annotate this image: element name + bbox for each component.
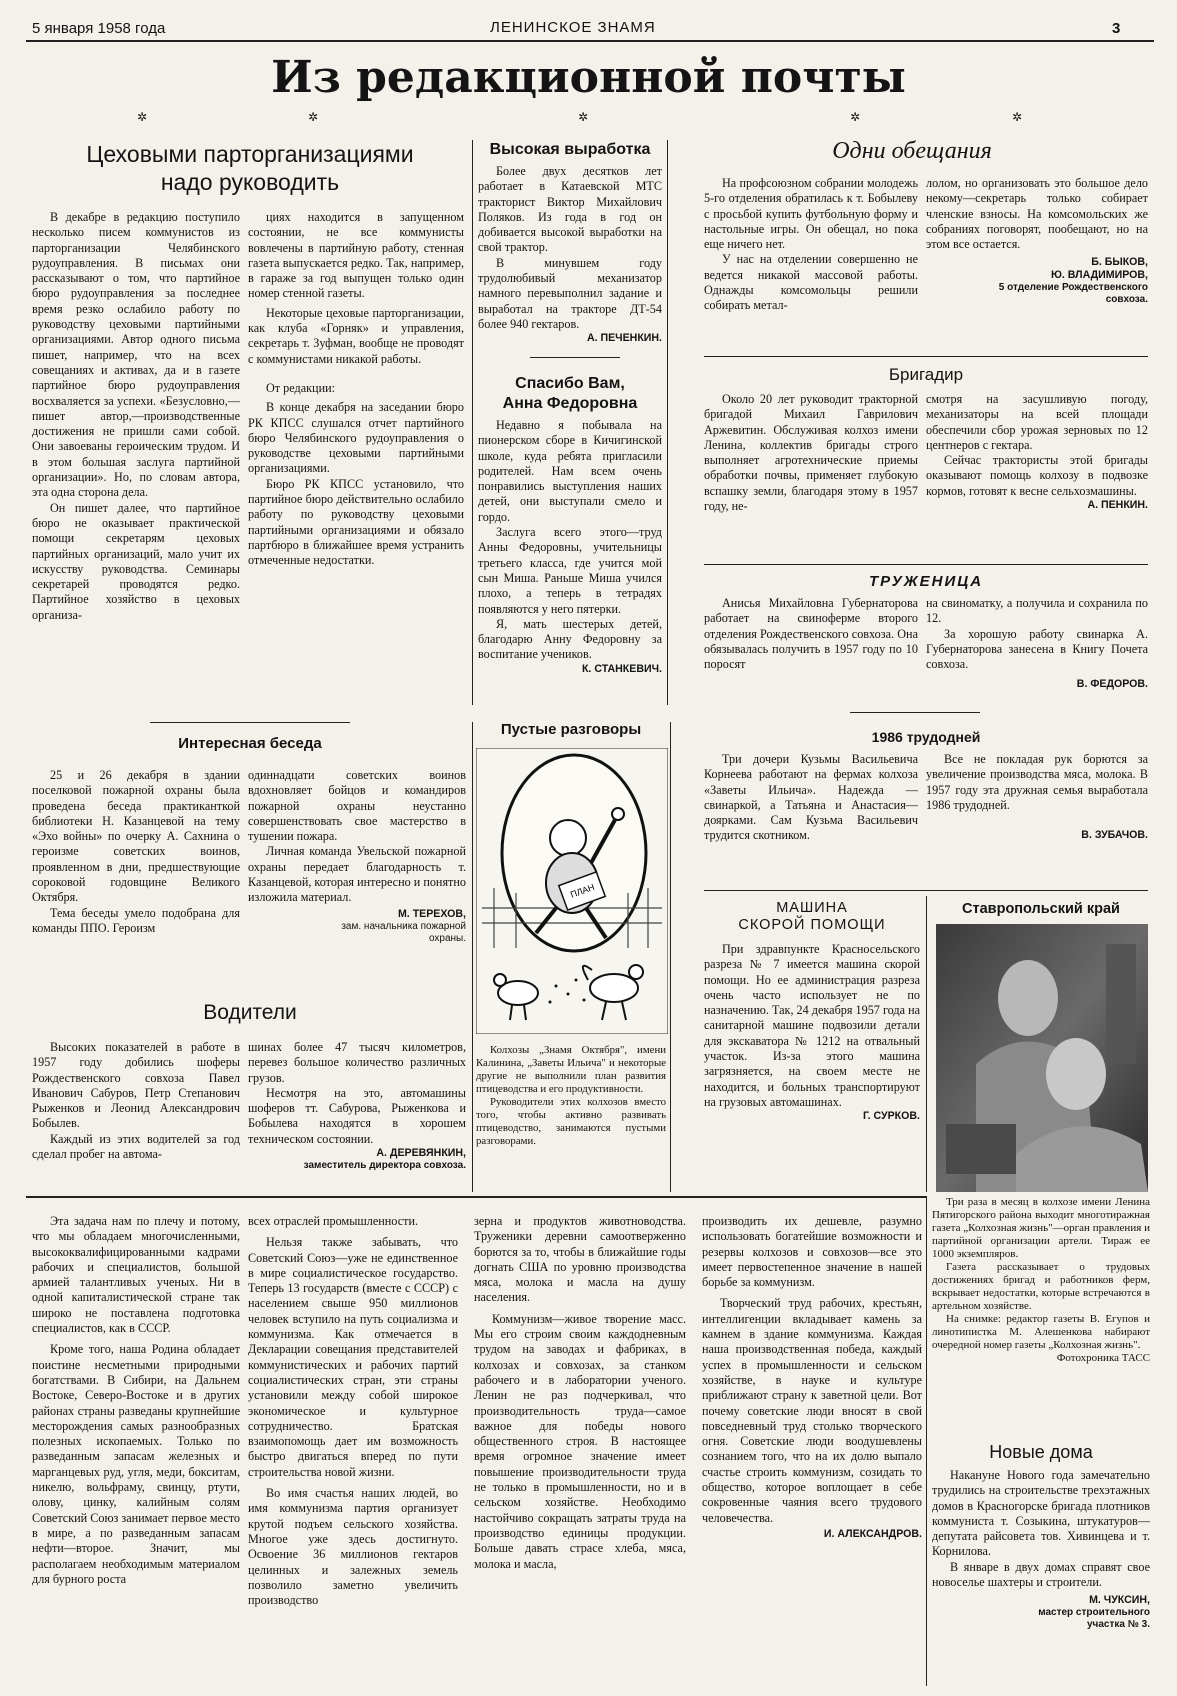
article-interesnaya <box>32 734 468 754</box>
article-title: надо руководить <box>160 169 340 195</box>
page-number: 3 <box>1112 20 1121 37</box>
column-rule <box>667 140 668 705</box>
article-title: Пустые разговоры <box>500 721 642 738</box>
paragraph: Я, мать шестерых детей, благодарю Анну Федоровну за воспитание учеников. <box>478 616 662 662</box>
paragraph: В конце декабря на заседании бюро РК КПСС слушался отчет партийного бюро Челябинского рудоуправления о руководстве цеховыми партийными организациями. <box>248 400 464 476</box>
article-vysokaya <box>478 140 662 345</box>
signature-note: совхоза. <box>1105 294 1148 306</box>
article-title: Интересная беседа <box>178 735 322 752</box>
paragraph: Личная команда Увельской пожарной охраны передает благодарность т. Казанцевой, которая интересно и понятно изложила материал. <box>248 844 466 905</box>
article-title: Цеховыми парторганизациями <box>86 141 414 167</box>
article-body <box>32 210 240 623</box>
signature: К. СТАНКЕВИЧ. <box>581 662 662 675</box>
column-rule <box>670 722 671 1192</box>
paragraph: Кроме того, наша Родина обладает поистине несметными природными богатствами. В Сибири, на Дальнем Востоке, Северо-Востоке и в других районах страны разведаны крупнейшие месторождения самых разнообразных полезных ископаемых. Только по разведанным запасам железных и марганцевых руд, угля, меди, бокситам, никелю, вольфраму, свинцу, ртути, олову, цинку, калийным солям Советский Союз занимает первое место в мире, а по разведанным запасам нефти—второе. Значит, мы располагаем необходимым материалом для бурного роста <box>32 1342 240 1586</box>
article-title: Новые дома <box>989 1442 1093 1462</box>
signature-note: 5 отделение Рождественского <box>998 282 1148 294</box>
divider <box>530 357 620 358</box>
signature: Г. СУРКОВ. <box>862 1110 920 1123</box>
paragraph: на свиноматку, а получила и сохранила по 12. <box>926 596 1148 626</box>
divider <box>704 356 1148 357</box>
paragraph: В минувшем году трудолюбивый механизатор намного перевыполнил задание и выработал на тракторе ДТ-54 более 940 гектаров. <box>478 255 662 331</box>
star-ornament: ✲ <box>308 110 319 124</box>
paragraph: Творческий труд рабочих, крестьян, интеллигенции вкладывает камень за камнем в здание коммунизма. Каждая наша производственная победа, каждый успех в промышленности и сельском хозяйстве, в науке и культуре приближают страну к заветной цели. Вот почему советские люди вносят в свой повседневный труд столько творческого огня. Советские люди воодушевлены сознанием того, что на их долю выпало счастье строить коммунизм, созидать то общество, которое воплощает в себе сокровенные чаяния всего трудового человечества. <box>702 1296 922 1525</box>
caption-text: Колхозы „Знамя Октября", имени Калинина, „Заветы Ильича" и некоторые другие не выполнили план развития птицеводства и его продуктивности. <box>476 1044 666 1095</box>
column-rule <box>926 896 927 1192</box>
article-spasibo <box>478 374 662 676</box>
paragraph: Около 20 лет руководит тракторной бригадой Михаил Гаврилович Аржевитин. Обслуживая колхоз имени Ленина, коллектив бригады строго выполняет агротехнические приемы обработки почвы, применяет глубокую вспашку земли, благодаря этому в 1957 году, не- <box>704 392 918 514</box>
paragraph: Эта задача нам по плечу и потому, что мы обладаем многочисленными, высококвалифицированными кадрами рабочих и специалистов, большой армией талантливых ученых. Ни в одной капиталистической стране так широко не поставлена подготовка специалистов, как в СССР. <box>32 1214 240 1336</box>
header-rule <box>26 40 1154 42</box>
paragraph: Коммунизм—живое творение масс. Мы его строим своим каждодневным трудом на заводах и фабриках, в колхозах и совхозах, за станком рабочего и в лаборатории ученого. Ленин не раз подчеркивал, что производительность труда—самое важное для победы нового общественного строя. В настоящее время огромное значение имеет повышение производительности труда не только в промышленности, но и в сельском хозяйстве. Необходимо настойчиво сокращать затраты труда на производство единицы продукции. Больше давать страсе хлеба, мяса, молока и масла, <box>474 1311 686 1571</box>
article-title: СКОРОЙ ПОМОЩИ <box>738 917 886 933</box>
editorial-label: От редакции: <box>266 380 336 395</box>
article-stavropol <box>932 900 1150 918</box>
article-body <box>704 392 918 514</box>
paragraph: Накануне Нового года замечательно трудились на строительстве трехэтажных домов в Красногорске бригада плотников коммуниста т. Созыкина, штукатуров—депутата райсовета тов. Хивинцева и т. Корнилова. <box>932 1468 1150 1559</box>
article-body <box>474 1214 686 1572</box>
photo-credit: Фотохроника ТАСС <box>1056 1352 1150 1364</box>
caption-text: Газета рассказывает о трудовых достижениях бригад и работников ферм, вскрывает недостатки, которые встречаются в артельном хозяйстве. <box>932 1261 1150 1312</box>
article-title: Ставропольский край <box>962 901 1120 917</box>
article-title: 1986 трудодней <box>871 729 981 745</box>
paragraph: Более двух десятков лет работает в Катаевской МТС тракторист Виктор Михайлович Поляков. Из года в год он добивается высокой выработки на свой трактор. <box>478 164 662 255</box>
article-body <box>248 768 466 945</box>
paragraph: Заслуга всего этого—труд Анны Федоровны, учительницы третьего класса, где учится мой сын Миша. Раньше Миша учился плохо, а теперь в тетрадях появляются у него пятерки. <box>478 525 662 616</box>
paragraph: Нельзя также забывать, что Советский Союз—уже не единственное в мире социалистическое государство. Теперь 13 государств (вместе с СССР) с населением свыше 950 миллионов человек вступило на путь социализма и коммунизма. Как отмечается в Декларации совещания представителей коммунистических и рабочих партий социалистических стран, эти страны установили между собой широкое экономическое и культурное сотрудничество. Братская взаимопомощь дает им возможность быстро двигаться вперед по пути строительства новой жизни. <box>248 1235 458 1479</box>
star-ornament: ✲ <box>578 110 589 124</box>
paragraph: Недавно я побывала на пионерском сборе в Кичигинской школе, куда ребята пригласили родителей. Нам всем очень понравились выступления наших детей, они выступали смело и гордо. <box>478 418 662 524</box>
signature: Ю. ВЛАДИМИРОВ, <box>1050 269 1148 282</box>
paragraph: одиннадцати советских воинов вдохновляет бойцов и командиров пожарной охраны неустанно совершенствовать свое мастерство в тушении пожара. <box>248 768 466 844</box>
paragraph: Он пишет далее, что партийное бюро не оказывает практической помощи секретарям цеховых партийных организаций, мало учит их искусству руководства. Семинары секретарей проводятся редко. Партийное хозяйство в цеховых организа- <box>32 500 240 622</box>
signature: А. ДЕРЕВЯНКИН, <box>376 1147 466 1160</box>
article-pustye <box>476 720 666 740</box>
article-tsekhovymi <box>32 140 468 196</box>
paragraph: производить их дешевле, разумно использовать богатейшие возможности и резервы колхозов и совхозов—все это имеет первостепенное значение в нашей борьбе за коммунизм. <box>702 1214 922 1290</box>
caption-text: Три раза в месяц в колхозе имени Ленина Пятигорского района выходит многотиражная газета „Колхозная жизнь"—орган правления и партийной организации артели. Тираж ее 1000 экземпляров. <box>932 1196 1150 1260</box>
signature-note: участка № 3. <box>1087 1619 1150 1631</box>
paragraph: Несмотря на это, автомашины шоферов тт. Сабурова, Рыженкова и Бобылева находятся в хорошем техническом состоянии. <box>248 1085 466 1146</box>
paragraph: В январе в двух домах справят свое новоселье шахтеры и строители. <box>932 1559 1150 1590</box>
article-title: Одни обещания <box>832 138 992 164</box>
article-vodyteli <box>32 1000 468 1026</box>
article-odni <box>674 136 1150 166</box>
article-body <box>248 1214 458 1608</box>
column-rule <box>472 722 473 1192</box>
article-title: ТРУЖЕНИЦА <box>868 573 984 590</box>
article-mashina <box>704 900 920 1123</box>
paragraph: лолом, но организовать это большое дело некому—секретарь только собирает членские взносы. На комсомольских же собраниях поговорят, пообещают, но на этом все остается. <box>926 176 1148 252</box>
paragraph: В декабре в редакцию поступило несколько писем коммунистов из парторганизации Челябинского рудоуправления. В письмах они рассказывают о том, что партийное бюро рудоуправления за последнее время резко ослабило работу по руководству цеховыми партийными организациями. Автор одного письма пишет, например, что на всех совещаниях и активах, да и в газете партийное бюро рудоуправления восхваляется за успехи. «Безусловно,—пишет автор,—производственные достижения не пришли сами собой. Они завоеваны героическим трудом. И в этом большая заслуга партийной организации». Но, по словам автора, эта одна сторона дела. <box>32 210 240 500</box>
caption-text: На снимке: редактор газеты В. Егупов и линотипистка М. Алешенкова набирают очередной номер газеты „Колхозная жизнь". <box>932 1313 1150 1351</box>
article-body <box>926 752 1148 842</box>
article-body <box>702 1214 922 1541</box>
article-body <box>704 596 918 672</box>
article-title: Высокая выработка <box>489 141 651 158</box>
news-photo <box>936 924 1148 1192</box>
paragraph: зерна и продуктов животноводства. Труженики деревни самоотверженно борются за то, чтобы в ближайшие годы догнать США по уровню производства мяса, молока и масла на душу населения. <box>474 1214 686 1305</box>
paragraph: смотря на засушливую погоду, механизаторы на всей площади обеспечили сбор урожая зерновых по 12 центнеров с гектара. <box>926 392 1148 452</box>
article-body <box>704 752 918 844</box>
paragraph: Тема беседы умело подобрана для команды ППО. Героизм <box>32 905 240 935</box>
caption-text: Руководители этих колхозов вместо того, чтобы активно развивать птицеводство, занимаются пустыми разговорами. <box>476 1096 666 1147</box>
article-trudodney <box>704 728 1148 746</box>
paragraph: При здравпункте Красносельского разреза № 7 имеется машина скорой помощи. Но ее администрация разреза очень часто использует не по назначению. Так, 24 декабря 1957 года на санитарной машине подвозили детали для экскаватора № 1212 на отвальный участок. Из-за этого машина загрязняется, на своем месте не находится, и больных транспортируют на грузовых автомашинах. <box>704 942 920 1109</box>
cartoon-label: ПЛАН <box>569 881 596 900</box>
paragraph: всех отраслей промышленности. <box>248 1214 419 1228</box>
cartoon <box>476 748 668 1034</box>
article-body <box>32 1040 240 1162</box>
signature: М. ЧУКСИН, <box>1089 1594 1150 1607</box>
section-title: Из редакционной почты <box>271 52 906 103</box>
signature: В. ЗУБАЧОВ. <box>1081 829 1148 842</box>
article-body <box>926 392 1148 512</box>
article-body <box>32 1214 240 1587</box>
article-title: Анна Федоровна <box>502 395 638 412</box>
signature: И. АЛЕКСАНДРОВ. <box>823 1527 922 1540</box>
divider <box>704 564 1148 565</box>
paragraph: 25 и 26 декабря в здании поселковой пожарной охраны была проведена беседа практиканткой библиотеки Н. Казанцевой на тему «Эхо войны» по очерку А. Сахнина о героизме советских воинов, проявленном в дни, предшествующие сороковой годовщине Великого Октября. <box>32 768 240 905</box>
paragraph: За хорошую работу свинарка А. Губернаторова занесена в Книгу Почета совхоза. <box>926 626 1148 672</box>
article-title: Бригадир <box>888 365 964 384</box>
article-body <box>704 176 918 314</box>
article-body <box>926 596 1148 691</box>
signature: Б. БЫКОВ, <box>1091 256 1148 269</box>
paragraph: Анисья Михайловна Губернаторова работает на свиноферме второго отделения Рождественского совхоза. Она обязывалась получить в 1957 году по 10 поросят <box>704 596 918 672</box>
header-date: 5 января 1958 года <box>32 20 166 37</box>
article-body <box>926 176 1148 306</box>
article-brigadir <box>704 364 1148 386</box>
section-rule <box>26 1196 926 1198</box>
divider <box>704 890 1148 891</box>
signature-note: зам. начальника пожарной <box>341 920 466 932</box>
paragraph: циях находится в запущенном состоянии, не все коммунисты вовлечены в партийную работу, стенная газета выпускается редко. Так, например, в гараже за год выпущен только один номер стенной газеты. <box>248 210 464 301</box>
paragraph: Высоких показателей в работе в 1957 году добились шоферы Рождественского совхоза Павел Иванович Сабуров, Петр Степанович Рыженков и Леонид Александрович Бобылев. <box>32 1040 240 1131</box>
signature: В. ФЕДОРОВ. <box>1076 678 1148 691</box>
paragraph: Во имя счастья наших людей, во имя коммунизма партия организует крутой подъем сельского хозяйства. Многое уже здесь достигнуто. Освоение 36 миллионов гектаров целинных и залежных земель позволило заметно увеличить производство <box>248 1486 458 1608</box>
divider <box>850 712 980 713</box>
paragraph: Бюро РК КПСС установило, что партийное бюро действительно ослабило работу по руководству цеховыми партийными организациями и обязало партбюро в ближайшее время устранить отмеченные недостатки. <box>248 476 464 568</box>
star-ornament: ✲ <box>1012 110 1023 124</box>
article-novye <box>932 1440 1150 1631</box>
signature-note: охраны. <box>428 932 466 944</box>
paragraph: Три дочери Кузьмы Васильевича Корнеева работают на фермах колхоза «Заветы Ильича». Надежда — свинаркой, а Татьяна и Анастасия—доярками. Сам Кузьма Васильевич трудится скотником. <box>704 752 918 843</box>
article-body <box>248 210 464 569</box>
article-body <box>32 768 240 936</box>
signature: А. ПЕЧЕНКИН. <box>586 332 662 345</box>
paragraph: На профсоюзном собрании молодежь 5-го отделения обратилась к т. Бобылеву с просьбой купить футбольную форму и настольные игры. Он обещал, но пока еще ничего нет. <box>704 176 918 252</box>
star-ornament: ✲ <box>850 110 861 124</box>
paragraph: У нас на отделении совершенно не ведется никакой массовой работы. Однажды комсомольцы решили собирать метал- <box>704 252 918 313</box>
article-title: Спасибо Вам, <box>515 375 625 392</box>
column-rule <box>926 1196 927 1686</box>
paragraph: шинах более 47 тысяч километров, перевез большое количество различных грузов. <box>248 1040 466 1085</box>
paragraph: Каждый из этих водителей за год сделал пробег на автома- <box>32 1131 240 1162</box>
signature-note: заместитель директора совхоза. <box>303 1160 466 1172</box>
signature: А. ПЕНКИН. <box>1087 499 1148 512</box>
signature: М. ТЕРЕХОВ, <box>397 907 466 920</box>
signature-note: мастер строительного <box>1038 1607 1150 1619</box>
article-title: МАШИНА <box>776 900 848 916</box>
paragraph: Некоторые цеховые парторганизации, как клуба «Горняк» и управления, секретарь т. Зуфман, вообще не проводят с коммунистами никакой работы. <box>248 305 464 366</box>
article-title: Водители <box>203 1001 297 1024</box>
divider <box>150 722 350 723</box>
article-body <box>248 1040 466 1172</box>
cartoon-caption <box>476 1044 666 1148</box>
paragraph: Все не покладая рук борются за увеличение производства мяса, молока. В 1957 году эта дружная семья выработала 1986 трудодней. <box>926 752 1148 812</box>
paragraph: Сейчас трактористы этой бригады оказывают помощь колхозу в подвозке кормов, готовят к весне сельхозмашины. <box>926 453 1148 498</box>
article-truzhenitsa <box>704 572 1148 592</box>
newspaper-name: ЛЕНИНСКОЕ ЗНАМЯ <box>490 19 656 36</box>
star-ornament: ✲ <box>137 110 148 124</box>
column-rule <box>472 140 473 705</box>
photo-caption <box>932 1196 1150 1365</box>
